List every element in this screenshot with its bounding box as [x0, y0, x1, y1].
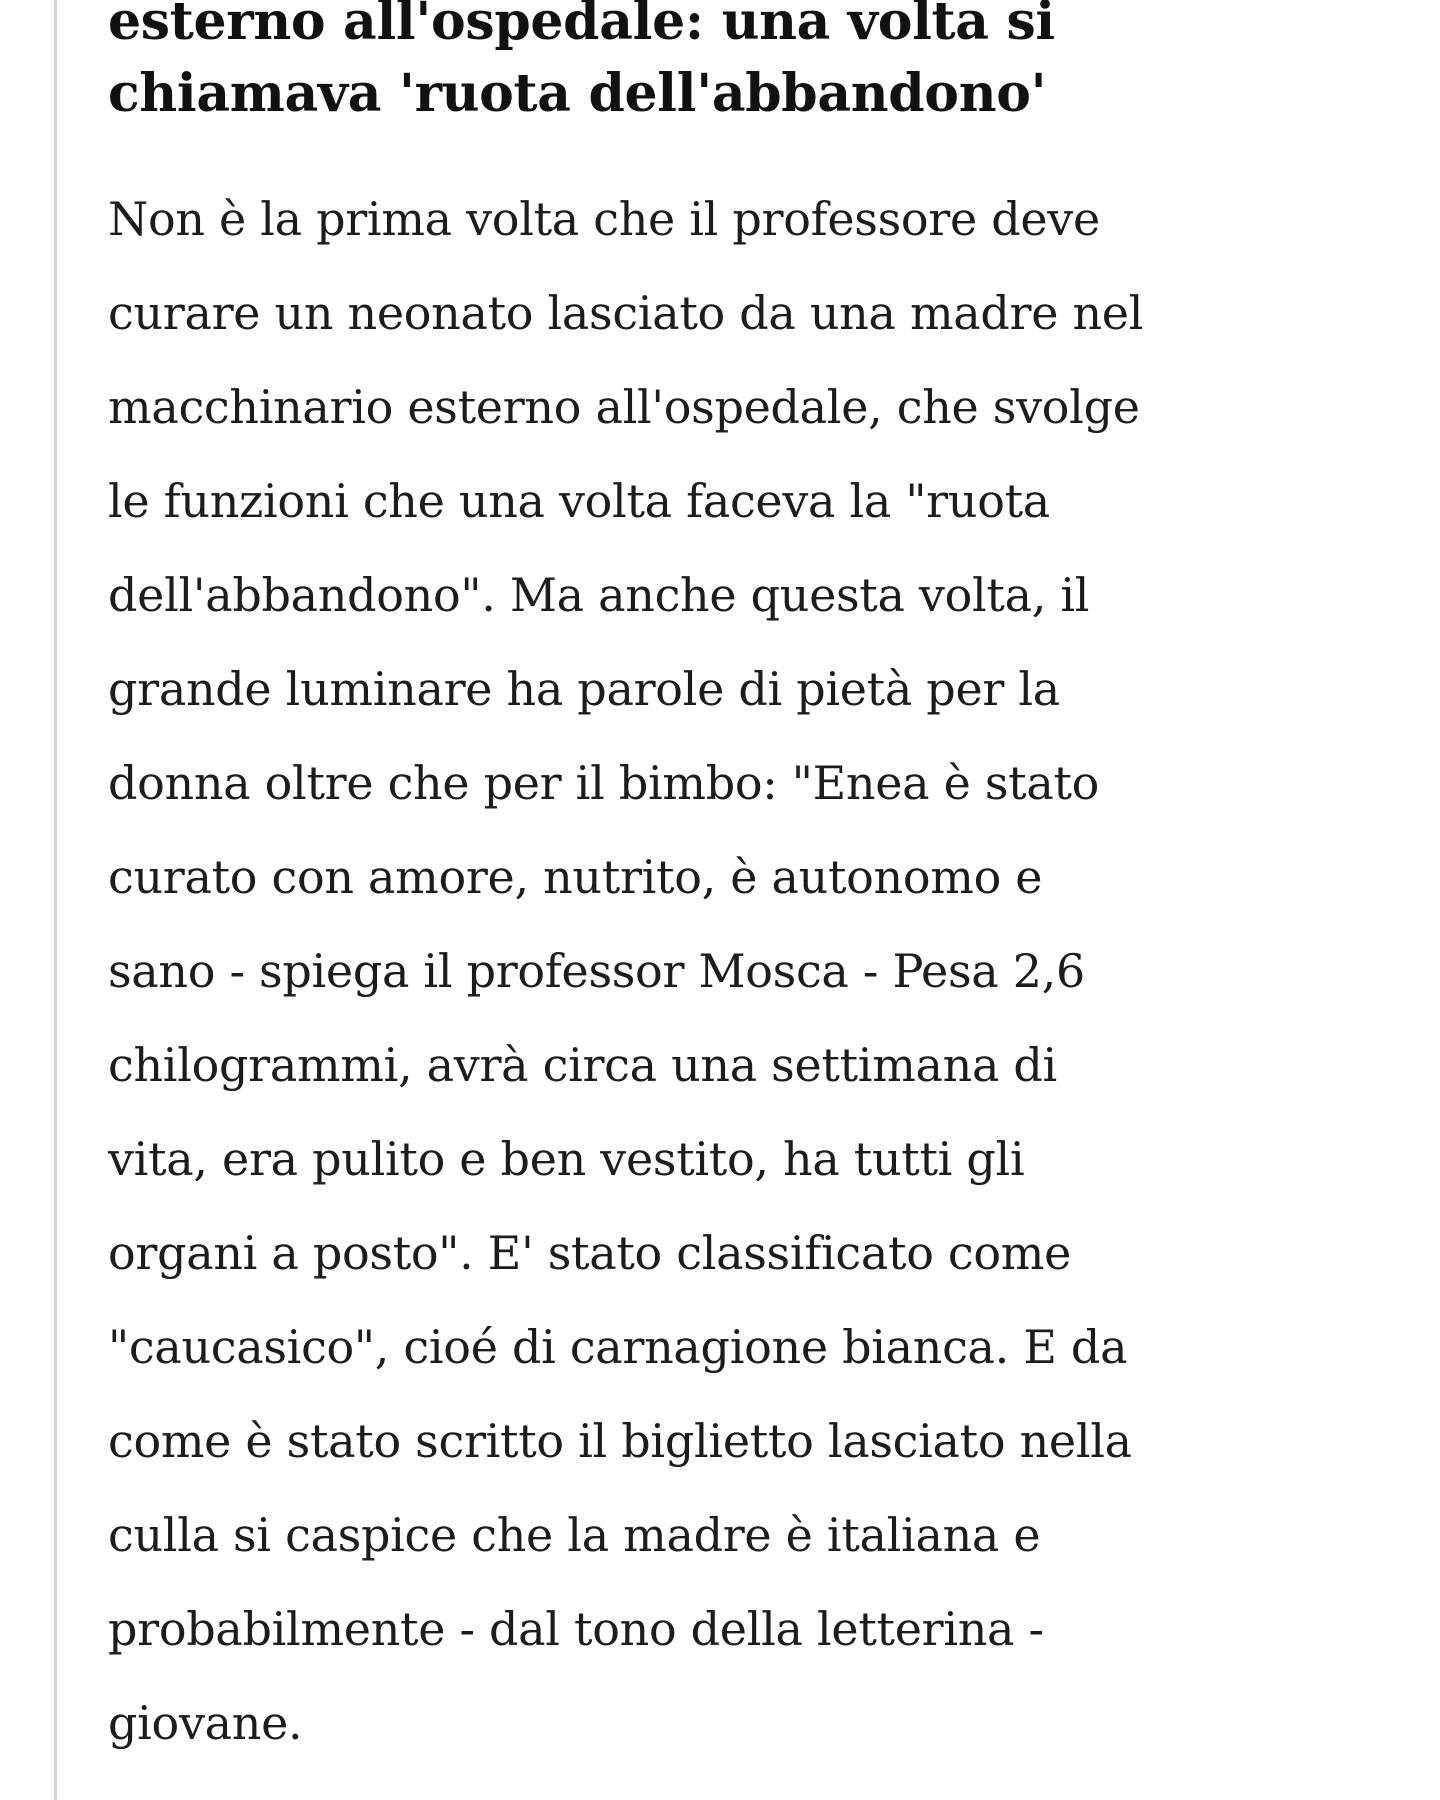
article-headline — [108, 0, 1380, 130]
paragraph-line: dell'abbandono". Ma anche questa volta, il — [108, 568, 1090, 622]
article-content — [108, 0, 1380, 1770]
headline-line: esterno all'ospedale: una volta si — [108, 0, 1055, 52]
paragraph-line: culla si caspice che la madre è italiana e — [108, 1508, 1041, 1562]
paragraph-line: organi a posto". E' stato classificato come — [108, 1226, 1072, 1280]
paragraph-line: Non è la prima volta che il professore deve — [108, 192, 1100, 246]
paragraph-line: vita, era pulito e ben vestito, ha tutti gli — [108, 1132, 1025, 1186]
paragraph-line: donna oltre che per il bimbo: "Enea è stato — [108, 756, 1100, 810]
paragraph-line: giovane. — [108, 1696, 303, 1750]
paragraph-line: curato con amore, nutrito, è autonomo e — [108, 850, 1043, 904]
paragraph-line: come è stato scritto il biglietto lasciato nella — [108, 1414, 1132, 1468]
paragraph-line: grande luminare ha parole di pietà per la — [108, 662, 1060, 716]
paragraph-line: macchinario esterno all'ospedale, che svolge — [108, 380, 1140, 434]
paragraph-line: le funzioni che una volta faceva la "ruota — [108, 474, 1050, 528]
paragraph-line: "caucasico", cioé di carnagione bianca. E da — [108, 1320, 1128, 1374]
headline-line: chiamava 'ruota dell'abbandono' — [108, 63, 1047, 124]
paragraph-line: chilogrammi, avrà circa una settimana di — [108, 1038, 1057, 1092]
paragraph-line: curare un neonato lasciato da una madre nel — [108, 286, 1144, 340]
left-border-rule — [54, 0, 57, 1800]
article-paragraph — [108, 172, 1380, 1770]
paragraph-line: probabilmente - dal tono della letterina - — [108, 1602, 1044, 1656]
paragraph-line: sano - spiega il professor Mosca - Pesa 2,6 — [108, 944, 1085, 998]
